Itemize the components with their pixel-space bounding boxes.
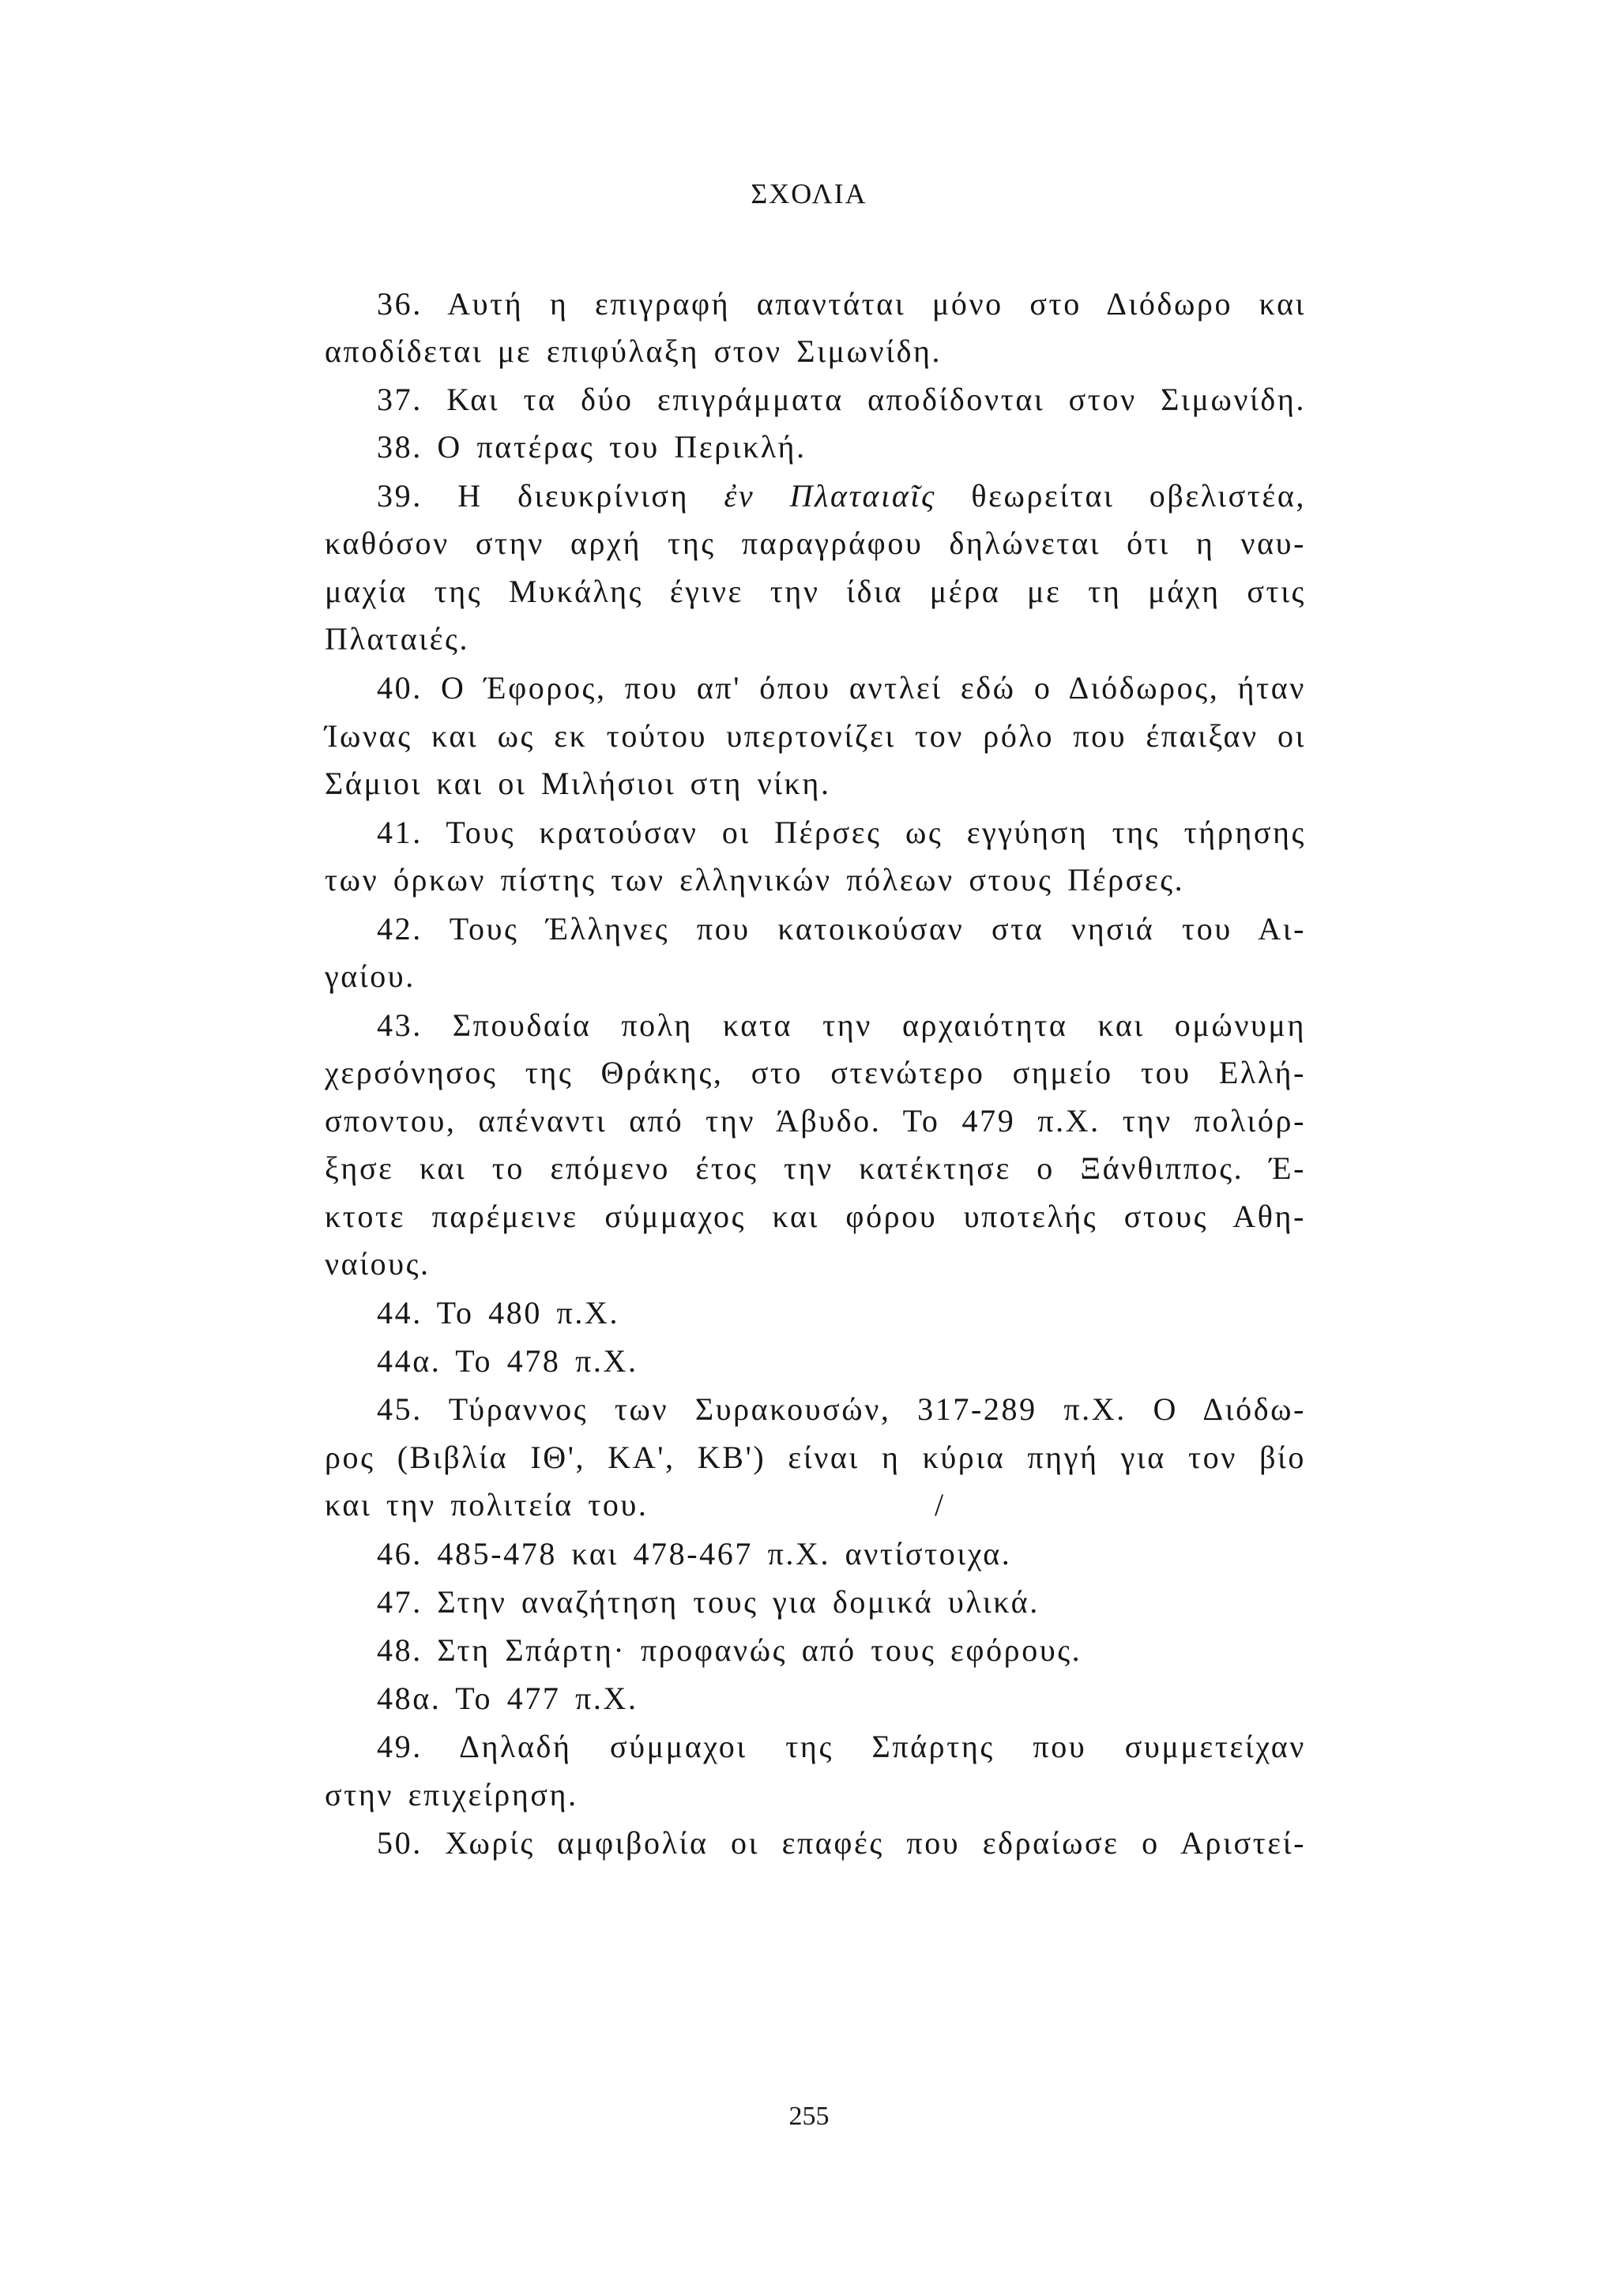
note-49-line-2: στην επιχείρηση. (325, 1777, 578, 1812)
note-40-line-1: 40. Ο Έφορος, που απ' όπου αντλεί εδώ ο Διόδωρος, ήταν (377, 670, 1306, 706)
note-43-line-5: κτοτε παρέμεινε σύμμαχος και φόρου υποτελής στους Αθη- (325, 1199, 1306, 1234)
note-39-line-1 (325, 472, 1306, 520)
note-40-line-3: Σάμιοι και οι Μιλήσιοι στη νίκη. (325, 766, 831, 801)
note-43-line-6: ναίους. (325, 1246, 431, 1282)
note-44-line-1: 44. Το 480 π.Χ. (377, 1295, 620, 1331)
note-49-line-1: 49. Δηλαδή σύμμαχοι της Σπάρτης που συμμετείχαν (377, 1729, 1306, 1764)
page-number: 255 (788, 2102, 830, 2131)
note-39-line-3: μαχία της Μυκάλης έγινε την ίδια μέρα με τη μάχη στις (325, 574, 1306, 609)
note-43-line-4: ξησε και το επόμενο έτος την κατέκτησε ο Ξάνθιππος. Έ- (325, 1150, 1306, 1186)
note-36-line-1: 36. Αυτή η επιγραφή απαντάται μόνο στο Διόδωρο και (377, 286, 1306, 322)
stray-slash-mark: / (935, 1487, 946, 1523)
note-44a-line-1: 44α. Το 478 π.Χ. (377, 1343, 638, 1379)
note-48-line-1: 48. Στη Σπάρτη· προφανώς από τους εφόρους. (377, 1632, 1082, 1668)
note-40-line-2: Ίωνας και ως εκ τούτου υπερτονίζει τον ρόλο που έπαιξαν οι (325, 718, 1306, 754)
note-42-line-2: γαίου. (325, 958, 416, 994)
note-41-line-2: των όρκων πίστης των ελληνικών πόλεων στους Πέρσες. (325, 862, 1185, 898)
note-39-lead: 39. Η διευκρίνιση (377, 478, 690, 514)
note-39-line-4: Πλαταιές. (325, 621, 470, 657)
note-45-line-1: 45. Τύραννος των Συρακουσών, 317-289 π.Χ. Ο Διόδω- (377, 1391, 1306, 1427)
note-38-line-1: 38. Ο πατέρας του Περικλή. (377, 429, 807, 465)
note-37-line-1: 37. Και τα δύο επιγράμματα αποδίδονται στον Σιμωνίδη. (377, 382, 1306, 417)
note-45-line-3-text: και την πολιτεία του. (325, 1487, 649, 1523)
note-47-line-1: 47. Στην αναζήτηση τους για δομικά υλικά. (377, 1584, 1040, 1620)
note-36-line-2: αποδίδεται με επιφύλαξη στον Σιμωνίδη. (325, 333, 943, 369)
note-43-line-2: χερσόνησος της Θράκης, στο στενώτερο σημείο του Ελλή- (325, 1055, 1306, 1090)
note-39-rest: θεωρείται οβελιστέα, (971, 478, 1306, 514)
note-48a-line-1: 48α. Το 477 π.Χ. (377, 1681, 638, 1716)
note-43-line-1: 43. Σπουδαία πολη κατα την αρχαιότητα και ομώνυμη (377, 1007, 1306, 1043)
running-title: ΣΧΟΛΙΑ (751, 178, 867, 209)
note-45-line-2: ρος (Βιβλία ΙΘ', ΚΑ', ΚΒ') είναι η κύρια πηγή για τον βίο (325, 1440, 1306, 1475)
note-39-italic-phrase: ἐν Πλαταιαῖς (724, 478, 936, 514)
note-42-line-1: 42. Τους Έλληνες που κατοικούσαν στα νησιά του Αι- (377, 911, 1306, 947)
note-43-line-3: σποντου, απέναντι από την Άβυδο. Το 479 π.Χ. την πολιόρ- (325, 1103, 1306, 1139)
note-41-line-1: 41. Τους κρατούσαν οι Πέρσες ως εγγύηση της τήρησης (377, 815, 1306, 850)
note-50-line-1: 50. Χωρίς αμφιβολία οι επαφές που εδραίωσε ο Αριστεί- (377, 1825, 1306, 1861)
note-39-line-2: καθόσον στην αρχή της παραγράφου δηλώνεται ότι η ναυ- (325, 525, 1306, 561)
note-46-line-1: 46. 485-478 και 478-467 π.Χ. αντίστοιχα. (377, 1536, 1012, 1571)
note-45-line-3 (325, 1481, 1306, 1529)
